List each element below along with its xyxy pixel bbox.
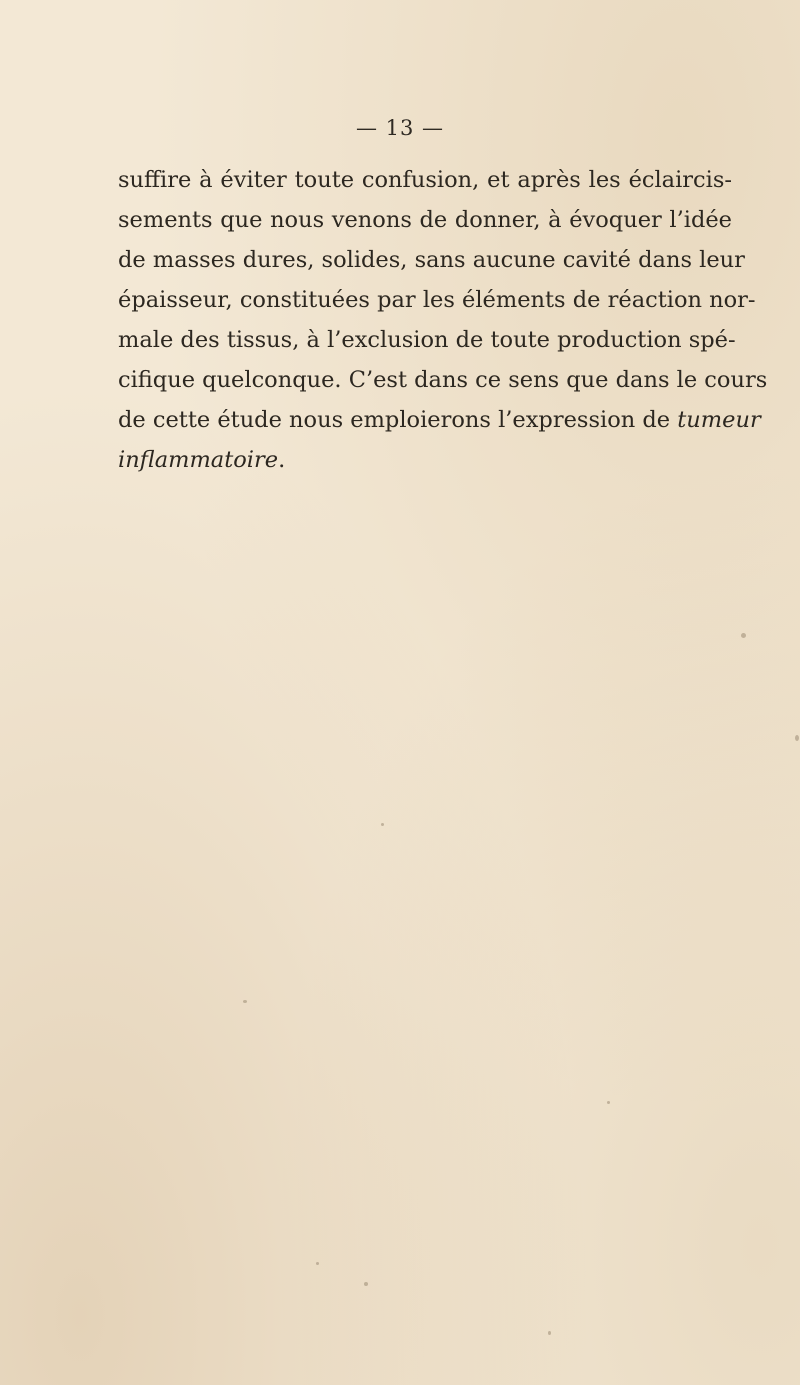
text-line-2: sements que nous venons de donner, à évoquer l’idée <box>118 207 732 233</box>
text-line-7 <box>118 400 761 440</box>
text-line-3: de masses dures, solides, sans aucune cavité dans leur <box>118 247 745 273</box>
text-line-6: cifique quelconque. C’est dans ce sens que dans le cours <box>118 367 768 393</box>
emphasis-inflammatoire: inflammatoire <box>118 447 279 473</box>
text-line-5: male des tissus, à l’exclusion de toute production spé- <box>118 327 736 353</box>
page-number-header: — 13 — <box>355 116 445 140</box>
body-paragraph <box>118 160 768 480</box>
text-line-8-period: . <box>278 447 286 473</box>
text-line-7-roman: de cette étude nous emploierons l’expression de <box>118 407 678 433</box>
text-line-4: épaisseur, constituées par les éléments de réaction nor- <box>118 287 756 313</box>
emphasis-tumeur: tumeur <box>677 407 761 433</box>
text-line-8 <box>118 440 732 480</box>
text-line-1: suffire à éviter toute confusion, et après les éclaircis- <box>118 167 732 193</box>
